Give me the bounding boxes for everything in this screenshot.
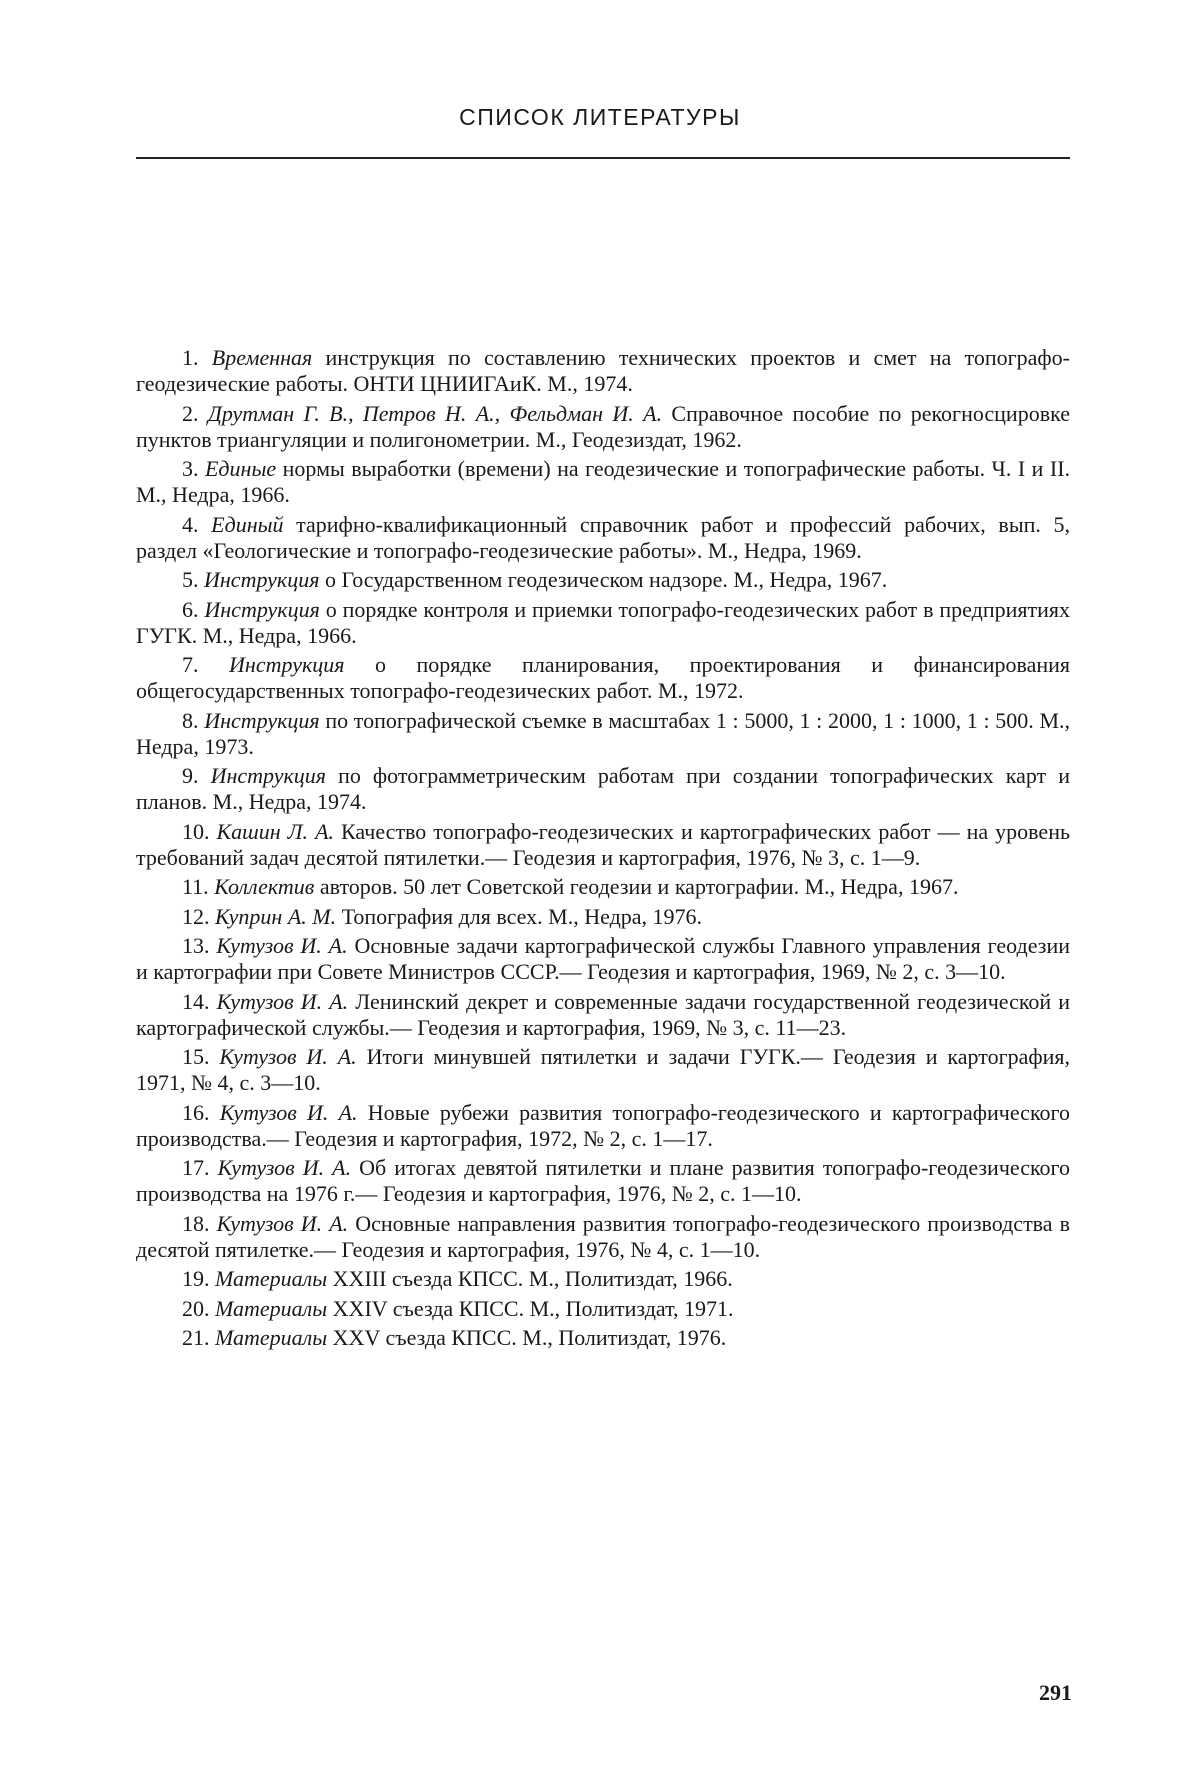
reference-author: Единые xyxy=(205,456,276,481)
reference-number: 8. xyxy=(182,708,199,733)
reference-text: XXIV съезда КПСС. М., Политиздат, 1971. xyxy=(333,1296,734,1321)
reference-text: Основные задачи картографической службы Главного управления геодезии и картографии при Совете Министров СССР.— Геодезия и картография, 1969, № 2, с. 3—10. xyxy=(136,933,1070,984)
reference-text: Основные направления развития топографо-геодезического производства в десятой пятилетке.— Геодезия и картография, 1976, № 4, с. 1—10. xyxy=(136,1211,1070,1262)
reference-text: Итоги минувшей пятилетки и задачи ГУГК.— Геодезия и картография, 1971, № 4, с. 3—10. xyxy=(136,1044,1070,1095)
reference-text: XXIII съезда КПСС. М., Политиздат, 1966. xyxy=(333,1266,733,1291)
reference-item xyxy=(136,345,1070,397)
reference-item xyxy=(136,456,1070,508)
reference-number: 11. xyxy=(182,874,209,899)
reference-item xyxy=(136,1296,1070,1322)
reference-number: 5. xyxy=(182,567,199,592)
reference-item xyxy=(136,874,1070,900)
reference-number: 4. xyxy=(182,512,199,537)
reference-text: авторов. 50 лет Советской геодезии и картографии. М., Недра, 1967. xyxy=(320,874,959,899)
reference-author: Инструкция xyxy=(229,652,344,677)
reference-number: 17. xyxy=(182,1155,210,1180)
reference-author: Кутузов И. А. xyxy=(218,1155,352,1180)
reference-number: 12. xyxy=(182,904,210,929)
reference-author: Кутузов И. А. xyxy=(217,989,349,1014)
reference-text: XXV съезда КПСС. М., Политиздат, 1976. xyxy=(333,1325,727,1350)
reference-item xyxy=(136,1266,1070,1292)
reference-author: Инструкция xyxy=(204,708,319,733)
reference-number: 10. xyxy=(182,819,210,844)
reference-author: Друтман Г. В., Петров Н. А., Фельдман И. А. xyxy=(208,401,662,426)
reference-item xyxy=(136,1100,1070,1152)
reference-item xyxy=(136,904,1070,930)
reference-author: Кашин Л. А. xyxy=(217,819,335,844)
reference-item xyxy=(136,652,1070,704)
reference-text: тарифно-квалификационный справочник работ и профессий рабочих, вып. 5, раздел «Геологические и топографо-геодезические работы». М., Недра, 1969. xyxy=(136,512,1070,563)
reference-number: 3. xyxy=(182,456,199,481)
reference-number: 7. xyxy=(182,652,199,677)
reference-item xyxy=(136,819,1070,871)
reference-author: Временная xyxy=(212,345,313,370)
reference-author: Инструкция xyxy=(211,763,326,788)
reference-number: 19. xyxy=(182,1266,210,1291)
book-page xyxy=(0,0,1200,1780)
reference-author: Материалы xyxy=(215,1266,327,1291)
reference-item xyxy=(136,401,1070,453)
reference-number: 16. xyxy=(182,1100,210,1125)
reference-author: Материалы xyxy=(215,1296,327,1321)
reference-item xyxy=(136,933,1070,985)
reference-number: 15. xyxy=(182,1044,210,1069)
page-title: СПИСОК ЛИТЕРАТУРЫ xyxy=(0,104,1200,131)
reference-number: 13. xyxy=(182,933,210,958)
reference-author: Кутузов И. А. xyxy=(217,1211,349,1236)
reference-author: Коллектив xyxy=(214,874,314,899)
reference-item xyxy=(136,512,1070,564)
reference-number: 20. xyxy=(182,1296,210,1321)
reference-item xyxy=(136,1325,1070,1351)
reference-number: 14. xyxy=(182,989,210,1014)
reference-item xyxy=(136,1155,1070,1207)
reference-text: о порядке контроля и приемки топографо-геодезических работ в предприятиях ГУГК. М., Недра, 1966. xyxy=(136,597,1070,648)
reference-number: 1. xyxy=(182,345,199,370)
reference-list xyxy=(136,345,1070,1355)
page-number: 291 xyxy=(1010,1680,1072,1706)
reference-number: 2. xyxy=(182,401,199,426)
reference-item xyxy=(136,989,1070,1041)
reference-text: о Государственном геодезическом надзоре. М., Недра, 1967. xyxy=(325,567,887,592)
reference-number: 9. xyxy=(182,763,199,788)
reference-author: Куприн А. М. xyxy=(215,904,336,929)
reference-number: 18. xyxy=(182,1211,210,1236)
reference-author: Материалы xyxy=(215,1325,327,1350)
reference-item xyxy=(136,763,1070,815)
header-divider xyxy=(136,157,1070,159)
reference-text: по топографической съемке в масштабах 1 : 5000, 1 : 2000, 1 : 1000, 1 : 500. М., Недра, 1973. xyxy=(136,708,1070,759)
reference-text: Об итогах девятой пятилетки и плане развития топографо-геодезического производства на 1976 г.— Геодезия и картография, 1976, № 2, с. 1—10. xyxy=(136,1155,1070,1206)
reference-item xyxy=(136,567,1070,593)
reference-text: о порядке планирования, проектирования и финансирования общегосударственных топографо-геодезических работ. М., 1972. xyxy=(136,652,1070,703)
reference-author: Кутузов И. А. xyxy=(219,1044,356,1069)
reference-item xyxy=(136,1044,1070,1096)
reference-text: Ленинский декрет и современные задачи государственной геодезической и картографической службы.— Геодезия и картография, 1969, № 3, с. 11—23. xyxy=(136,989,1070,1040)
reference-text: по фотограмметрическим работам при создании топографических карт и планов. М., Недра, 1974. xyxy=(136,763,1070,814)
reference-text: Качество топографо-геодезических и картографических работ — на уровень требований задач десятой пятилетки.— Геодезия и картография, 1976, № 3, с. 1—9. xyxy=(136,819,1070,870)
reference-text: Топография для всех. М., Недра, 1976. xyxy=(342,904,702,929)
reference-author: Инструкция xyxy=(204,567,319,592)
reference-number: 6. xyxy=(182,597,199,622)
reference-text: Новые рубежи развития топографо-геодезического и картографического производства.— Геодезия и картография, 1972, № 2, с. 1—17. xyxy=(136,1100,1070,1151)
reference-text: Справочное пособие по рекогносцировке пунктов триангуляции и полигонометрии. М., Геодезиздат, 1962. xyxy=(136,401,1070,452)
reference-text: нормы выработки (времени) на геодезические и топографические работы. Ч. I и II. М., Недра, 1966. xyxy=(136,456,1070,507)
reference-text: инструкция по составлению технических проектов и смет на топографо-геодезические работы. ОНТИ ЦНИИГАиК. М., 1974. xyxy=(136,345,1070,396)
reference-author: Кутузов И. А. xyxy=(216,933,347,958)
reference-item xyxy=(136,1211,1070,1263)
reference-item xyxy=(136,708,1070,760)
reference-author: Инструкция xyxy=(204,597,319,622)
reference-author: Кутузов И. А. xyxy=(220,1100,358,1125)
reference-author: Единый xyxy=(211,512,283,537)
reference-item xyxy=(136,597,1070,649)
reference-number: 21. xyxy=(182,1325,210,1350)
